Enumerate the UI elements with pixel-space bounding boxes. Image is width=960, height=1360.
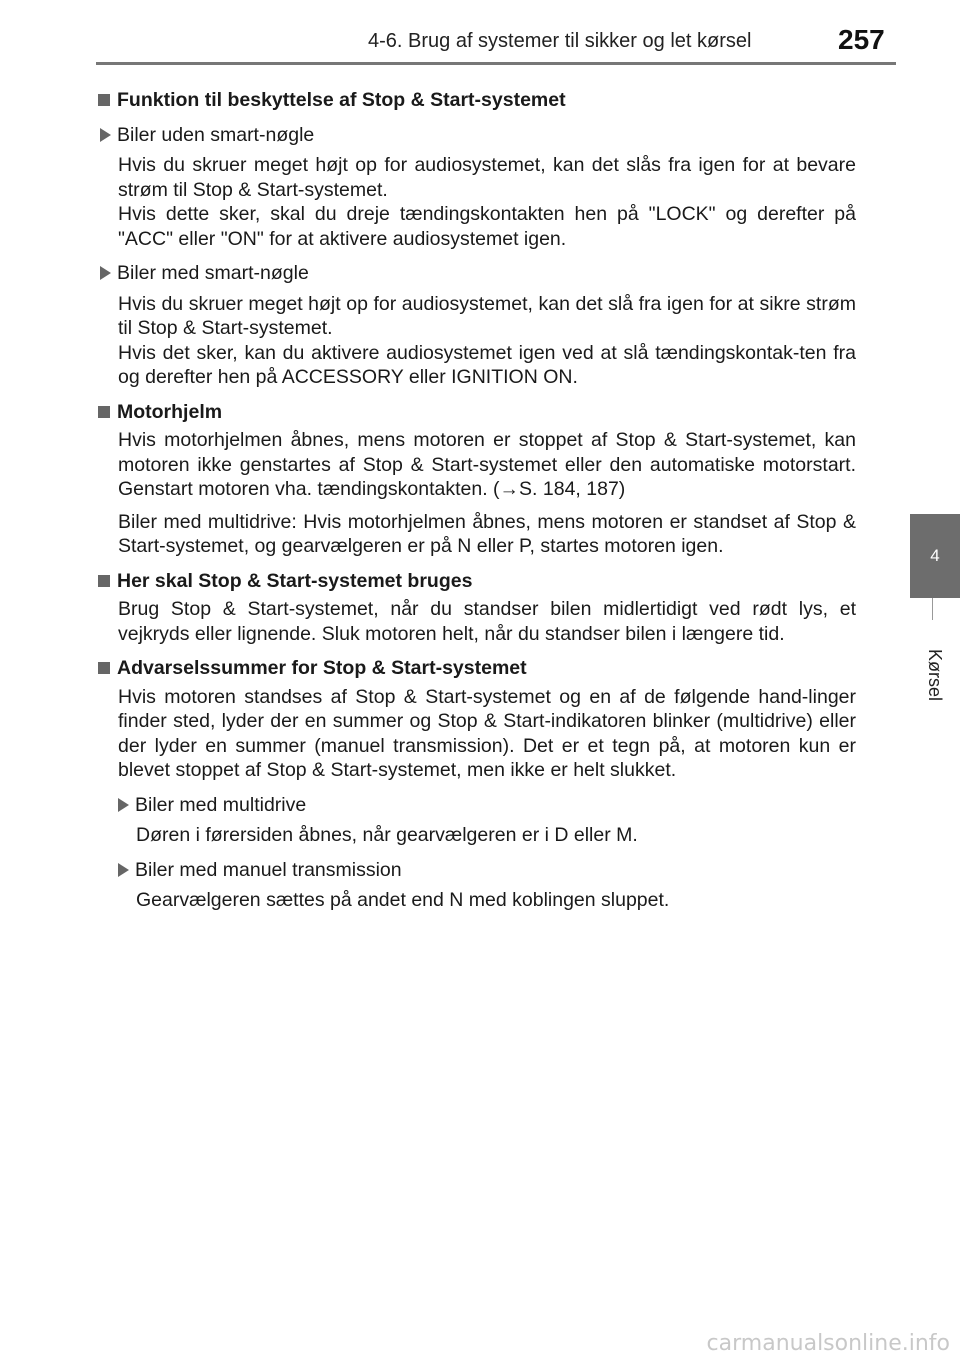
paragraph: Hvis du skruer meget højt op for audiosystemet, kan det slå fra igen for at sikre strøm til Stop & Start-systemet. Hvis det sker, kan du aktivere audiosystemet igen ved at slå tændingskontak-ten fra og derefter hen på ACCESSORY eller IGNITION ON. bbox=[118, 292, 856, 388]
subsection-title: Biler med smart-nøgle bbox=[100, 261, 856, 286]
triangle-bullet-icon bbox=[118, 798, 129, 812]
chapter-tab-number: 4 bbox=[930, 546, 940, 565]
paragraph: Hvis motoren standses af Stop & Start-systemet og en af de følgende hand-linger finder sted, lyder der en summer og Stop & Start-indikatoren blinker (multidrive) eller der lyder en summer (manuel transmission). Det er et tegn på, at motoren kun er blevet stoppet af Stop & Start-systemet, men ikke er helt slukket. bbox=[118, 685, 856, 781]
triangle-bullet-icon bbox=[118, 863, 129, 877]
section-heading: Motorhjelm bbox=[98, 400, 856, 425]
paragraph: Biler med multidrive: Hvis motorhjelmen åbnes, mens motoren er standset af Stop & Start-systemet, og gearvælgeren er på N eller P, startes motoren igen. bbox=[118, 510, 856, 557]
square-bullet-icon bbox=[98, 94, 110, 106]
page-content bbox=[98, 78, 856, 921]
square-bullet-icon bbox=[98, 575, 110, 587]
page-number: 257 bbox=[838, 24, 885, 55]
header-divider bbox=[96, 62, 896, 65]
triangle-bullet-icon bbox=[100, 128, 111, 142]
subsection-title: Biler med manuel transmission bbox=[118, 858, 856, 883]
paragraph: Brug Stop & Start-systemet, når du standser bilen midlertidigt ved rødt lys, et vejkryds eller lignende. Sluk motoren helt, når du standser bilen i længere tid. bbox=[118, 598, 856, 645]
subsection-title: Biler uden smart-nøgle bbox=[100, 123, 856, 148]
square-bullet-icon bbox=[98, 662, 110, 674]
paragraph: Døren i førersiden åbnes, når gearvælgeren er i D eller M. bbox=[136, 824, 638, 846]
square-bullet-icon bbox=[98, 406, 110, 418]
paragraph: Gearvælgeren sættes på andet end N med koblingen sluppet. bbox=[136, 889, 670, 911]
subsection-title: Biler med multidrive bbox=[118, 793, 856, 818]
chapter-tab[interactable] bbox=[910, 514, 960, 598]
watermark: carmanualsonline.info bbox=[706, 1331, 950, 1356]
section-heading: Her skal Stop & Start-systemet bruges bbox=[98, 569, 856, 594]
chapter-tab-label: Kørsel bbox=[925, 648, 946, 701]
section-heading: Funktion til beskyttelse af Stop & Start-systemet bbox=[98, 88, 856, 113]
paragraph: Hvis motorhjelmen åbnes, mens motoren er stoppet af Stop & Start-systemet, kan motoren ikke genstartes af Stop & Start-systemet eller den automatiske motorstart. Genstart motoren vha. tændingskontakten. (→S. 184, 187) bbox=[118, 429, 856, 500]
triangle-bullet-icon bbox=[100, 266, 111, 280]
chapter-header-title: 4-6. Brug af systemer til sikker og let kørsel bbox=[368, 30, 752, 52]
section-heading: Advarselssummer for Stop & Start-systemet bbox=[98, 656, 856, 681]
paragraph: Hvis du skruer meget højt op for audiosystemet, kan det slås fra igen for at bevare strøm til Stop & Start-systemet. Hvis dette sker, skal du dreje tændingskontakten hen på "LOCK" og derefter på "ACC" eller "ON" for at aktivere audiosystemet igen. bbox=[118, 154, 856, 250]
side-tab-divider bbox=[932, 598, 933, 620]
